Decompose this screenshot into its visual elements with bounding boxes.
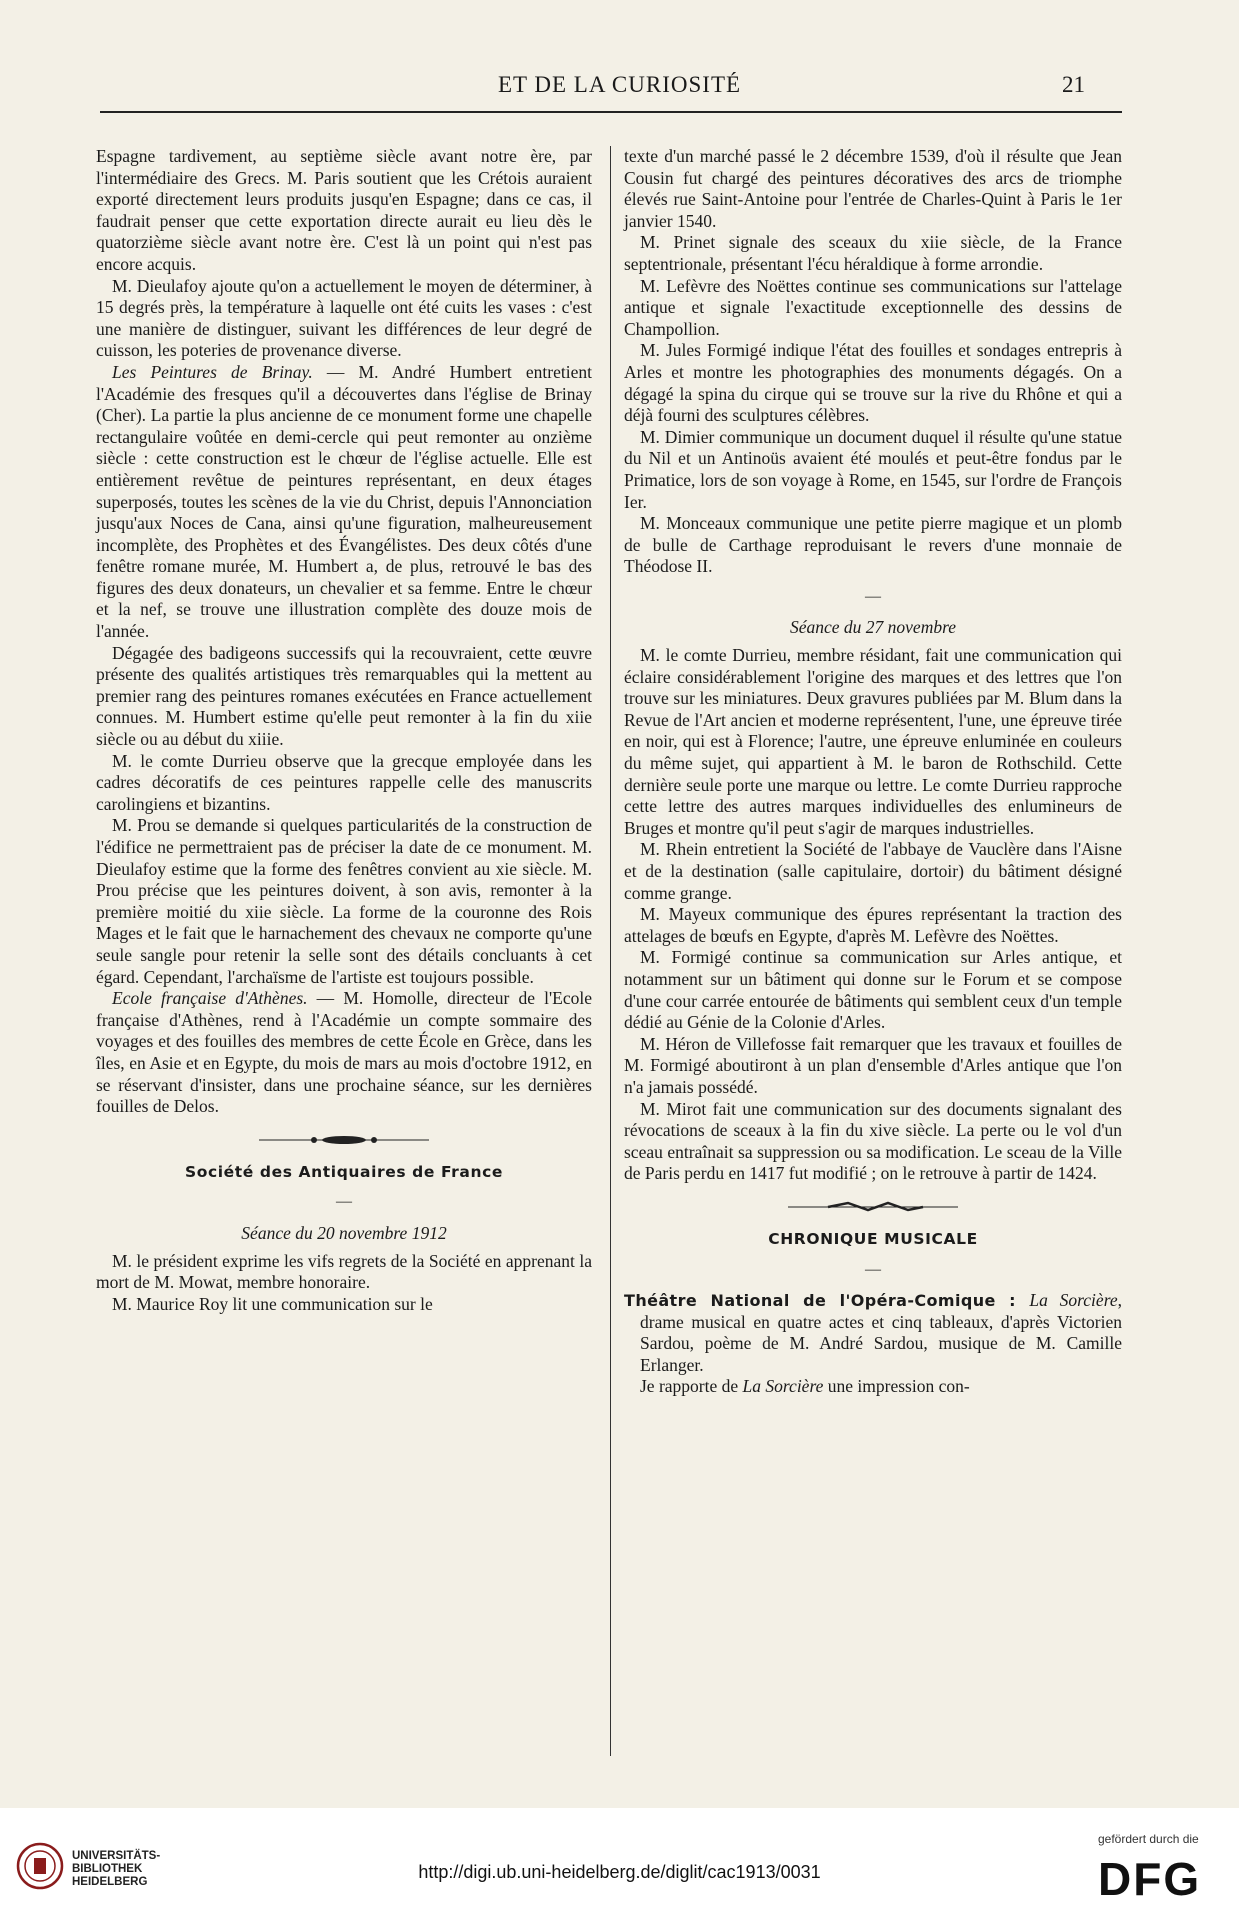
session-heading: Séance du 20 novembre 1912 (241, 1222, 447, 1243)
source-url[interactable]: http://digi.ub.uni-heidelberg.de/diglit/cac1913/0031 (418, 1862, 821, 1882)
dash-divider: — (865, 1260, 881, 1278)
paragraph: M. Lefèvre des Noëttes continue ses communications sur l'attelage antique et signale l'exactitude exceptionnelle des dessins de Champollion. (624, 275, 1122, 339)
paragraph: M. le comte Durrieu, membre résidant, fait une communication qui éclaire considérablement l'origine des marques et des lettres que l'on trouve sur les miniatures. Deux gravures publiées par M. Blum dans la Revue de l'Art ancien et moderne représentent, l'une, une épreuve tirée en noir, qui est à Florence; l'autre, une épreuve enluminée en couleurs du même sujet, qui appartient à M. le baron de Rothschild. Cette dernière seule porte une marque ou lettre. Le comte Durrieu rapproche cette lettre des autres marques individuelles des enlumineurs de Bruges et montre qu'il peut s'agir de marques industrielles. (624, 645, 1122, 838)
right-column (624, 146, 1122, 1398)
paragraph: M. Prou se demande si quelques particularités de la construction de l'édifice ne permettraient pas de préciser la date de ce monument. M. Dieulafoy estime que la forme des fenêtres convient au xie siècle. M. Prou précise que les peintures doivent, à son avis, remonter à la première moitié du xiie siècle. La forme de la couronne des Rois Mages et le fait que le harnachement des chevaux ne comporte qu'une seule sangle pour retenir la selle sont des détails concluants à cet égard. Cependant, l'archaïsme de l'artiste est toujours possible. (96, 815, 592, 987)
society-heading: Société des Antiquaires de France (184, 1162, 504, 1181)
paragraph: M. Mirot fait une communication sur des documents signalant des révocations de sceaux à la fin du xive siècle. La perte ou le vol d'un sceau entraînait sa suppression ou sa modification. Le sceau de la Ville de Paris perdu en 1417 fut modifié ; on le retrouve à partir de 1424. (624, 1098, 1122, 1184)
paragraph: M. Maurice Roy lit une communication sur le (112, 1293, 433, 1314)
paragraph-text: — M. Homolle, directeur de l'Ecole française d'Athènes, rend à l'Académie un compte sommaire des voyages et des fouilles des membres de cette École en Grèce, dans les îles, en Asie et en Egypte, du mois de mars au mois d'octobre 1912, en se réservant d'insister, dans une prochaine séance, sur les dernières fouilles de Delos. (96, 988, 593, 1117)
paragraph: M. le président exprime les vifs regrets de la Société en apprenant la mort de M. Mowat, membre honoraire. (96, 1250, 592, 1293)
dash-divider: — (336, 1193, 352, 1211)
section-title: Les Peintures de Brinay. (112, 361, 313, 382)
column-divider (610, 146, 611, 1756)
left-column (96, 146, 592, 1315)
dash-divider: — (865, 587, 881, 605)
paragraph: Dégagée des badigeons successifs qui la recouvraient, cette œuvre présente des qualités artistiques très remarquables qui la mettent au premier rang des peintures romanes exécutées en France actuellement connues. M. Humbert estime qu'elle peut remonter à la fin du xiie siècle ou au début du xiiie. (96, 642, 592, 750)
paragraph-text: une impression con- (823, 1376, 970, 1397)
paragraph (624, 1290, 1122, 1376)
page-number: 21 (1062, 72, 1085, 97)
paragraph: M. Formigé continue sa communication sur Arles antique, et notamment sur un bâtiment qui donne sur le Forum et se compose d'une cour carrée entourée de bâtiments qui semblent ceux d'un temple dédié au Génie de la Colonie d'Arles. (624, 947, 1122, 1033)
session-heading: Séance du 27 novembre (789, 617, 957, 638)
paragraph: Espagne tardivement, au septième siècle avant notre ère, par l'intermédiaire des Grecs. M. Paris soutient que les Crétois auraient exporté directement leurs produits jusqu'en Espagne; dans ce cas, il faudrait penser que cette exportation directe aurait eu lieu dès le quatorzième siècle avant notre ère. C'est là un point qui n'est pas encore acquis. (96, 146, 592, 274)
paragraph: texte d'un marché passé le 2 décembre 1539, d'où il résulte que Jean Cousin fut chargé des peintures décoratives des arcs de triomphe élevés rue Saint-Antoine pour l'entrée de Charles-Quint à Paris le 1er janvier 1540. (624, 146, 1122, 231)
paragraph: M. Mayeux communique des épures représentant la traction des attelages de bœufs en Egypte, d'après M. Lefèvre des Noëttes. (624, 904, 1122, 946)
paragraph-text: , drame musical en quatre actes et cinq tableaux, d'après Victorien Sardou, poème de M. André Sardou, musique de M. Camille Erlanger. (640, 1290, 1122, 1375)
work-title: La Sorcière (742, 1376, 824, 1397)
university-line: BIBLIOTHEK (72, 1863, 143, 1875)
paragraph: M. Monceaux communique une petite pierre magique et un plomb de bulle de Carthage reproduisant le revers d'une monnaie de Théodose II. (624, 513, 1122, 577)
funding-caption: gefördert durch die (1098, 1832, 1199, 1846)
ornament-divider (259, 1134, 429, 1146)
running-header: ET DE LA CURIOSITÉ (497, 72, 742, 97)
university-line: HEIDELBERG (72, 1876, 148, 1888)
dfg-logo: DFG (1098, 1853, 1202, 1905)
paragraph: M. Dieulafoy ajoute qu'on a actuellement le moyen de déterminer, à 15 degrés près, la température à laquelle ont été cuits les vases : c'est une manière de distinguer, suivant les différences de leur degré de cuisson, les poteries de provenance diverse. (96, 275, 592, 361)
paragraph: M. Rhein entretient la Société de l'abbaye de Vauclère dans l'Aisne et de la destination (salle capitulaire, dortoir) du bâtiment désigné comme grange. (624, 839, 1122, 903)
paragraph: M. Dimier communique un document duquel il résulte qu'une statue du Nil et un Antinoüs avaient été moulés et peut-être fondus par le Primatice, lors de son voyage à Rome, en 1545, sur l'ordre de François Ier. (624, 426, 1122, 512)
paragraph: M. le comte Durrieu observe que la grecque employée dans les cadres décoratifs de ces peintures rappelle celle des manuscrits carolingiens et bizantins. (96, 750, 592, 814)
paragraph-text: — M. André Humbert entretient l'Académie des fresques qu'il a découvertes dans l'église de Brinay (Cher). La partie la plus ancienne de ce monument forme une chapelle rectangulaire voûtée en demi-cercle qui peut remonter au onzième siècle : cette construction est le chœur de l'église actuelle. Elle est entièrement revêtue de peintures représentant, en deux étages superposés, toutes les scènes de la vie du Christ, depuis l'Annonciation jusqu'aux Noces de Cana, ainsi qu'une figuration, malheureusement incomplète, des Prophètes et des Évangélistes. Des deux côtés d'une fenêtre romane murée, M. Humbert a, de plus, retrouvé le bas des figures des deux donateurs, un chevalier et sa femme. Entre le chœur et la nef, se trouve une illustration complète des douze mois de l'année. (96, 361, 592, 642)
ornament-divider (788, 1201, 958, 1213)
paragraph (96, 988, 592, 1118)
section-title: Ecole française d'Athènes. (112, 988, 308, 1009)
university-line: UNIVERSITÄTS- (72, 1850, 161, 1862)
paragraph (96, 362, 592, 643)
paragraph: M. Prinet signale des sceaux du xiie siècle, de la France septentrionale, présentant l'écu héraldique à forme arrondie. (624, 232, 1122, 274)
music-heading: CHRONIQUE MUSICALE (768, 1229, 978, 1248)
paragraph: M. Jules Formigé indique l'état des fouilles et sondages entrepris à Arles et montre les photographies des monuments dégagés. On a dégagé la spina du cirque qui se trouve sur la rive du Rhône et qui a déjà fourni des sculptures célèbres. (624, 340, 1122, 426)
paragraph-text: Je rapporte de (640, 1376, 743, 1397)
work-title: La Sorcière (1029, 1290, 1118, 1311)
theatre-label: Théâtre National de l'Opéra-Comique : (624, 1291, 1030, 1311)
paragraph: M. Héron de Villefosse fait remarquer que les travaux et fouilles de M. Formigé aboutiront à un plan d'ensemble d'Arles antique que l'on n'a jamais possédé. (624, 1033, 1122, 1097)
header-rule (100, 111, 1122, 113)
paragraph (624, 1376, 1122, 1398)
